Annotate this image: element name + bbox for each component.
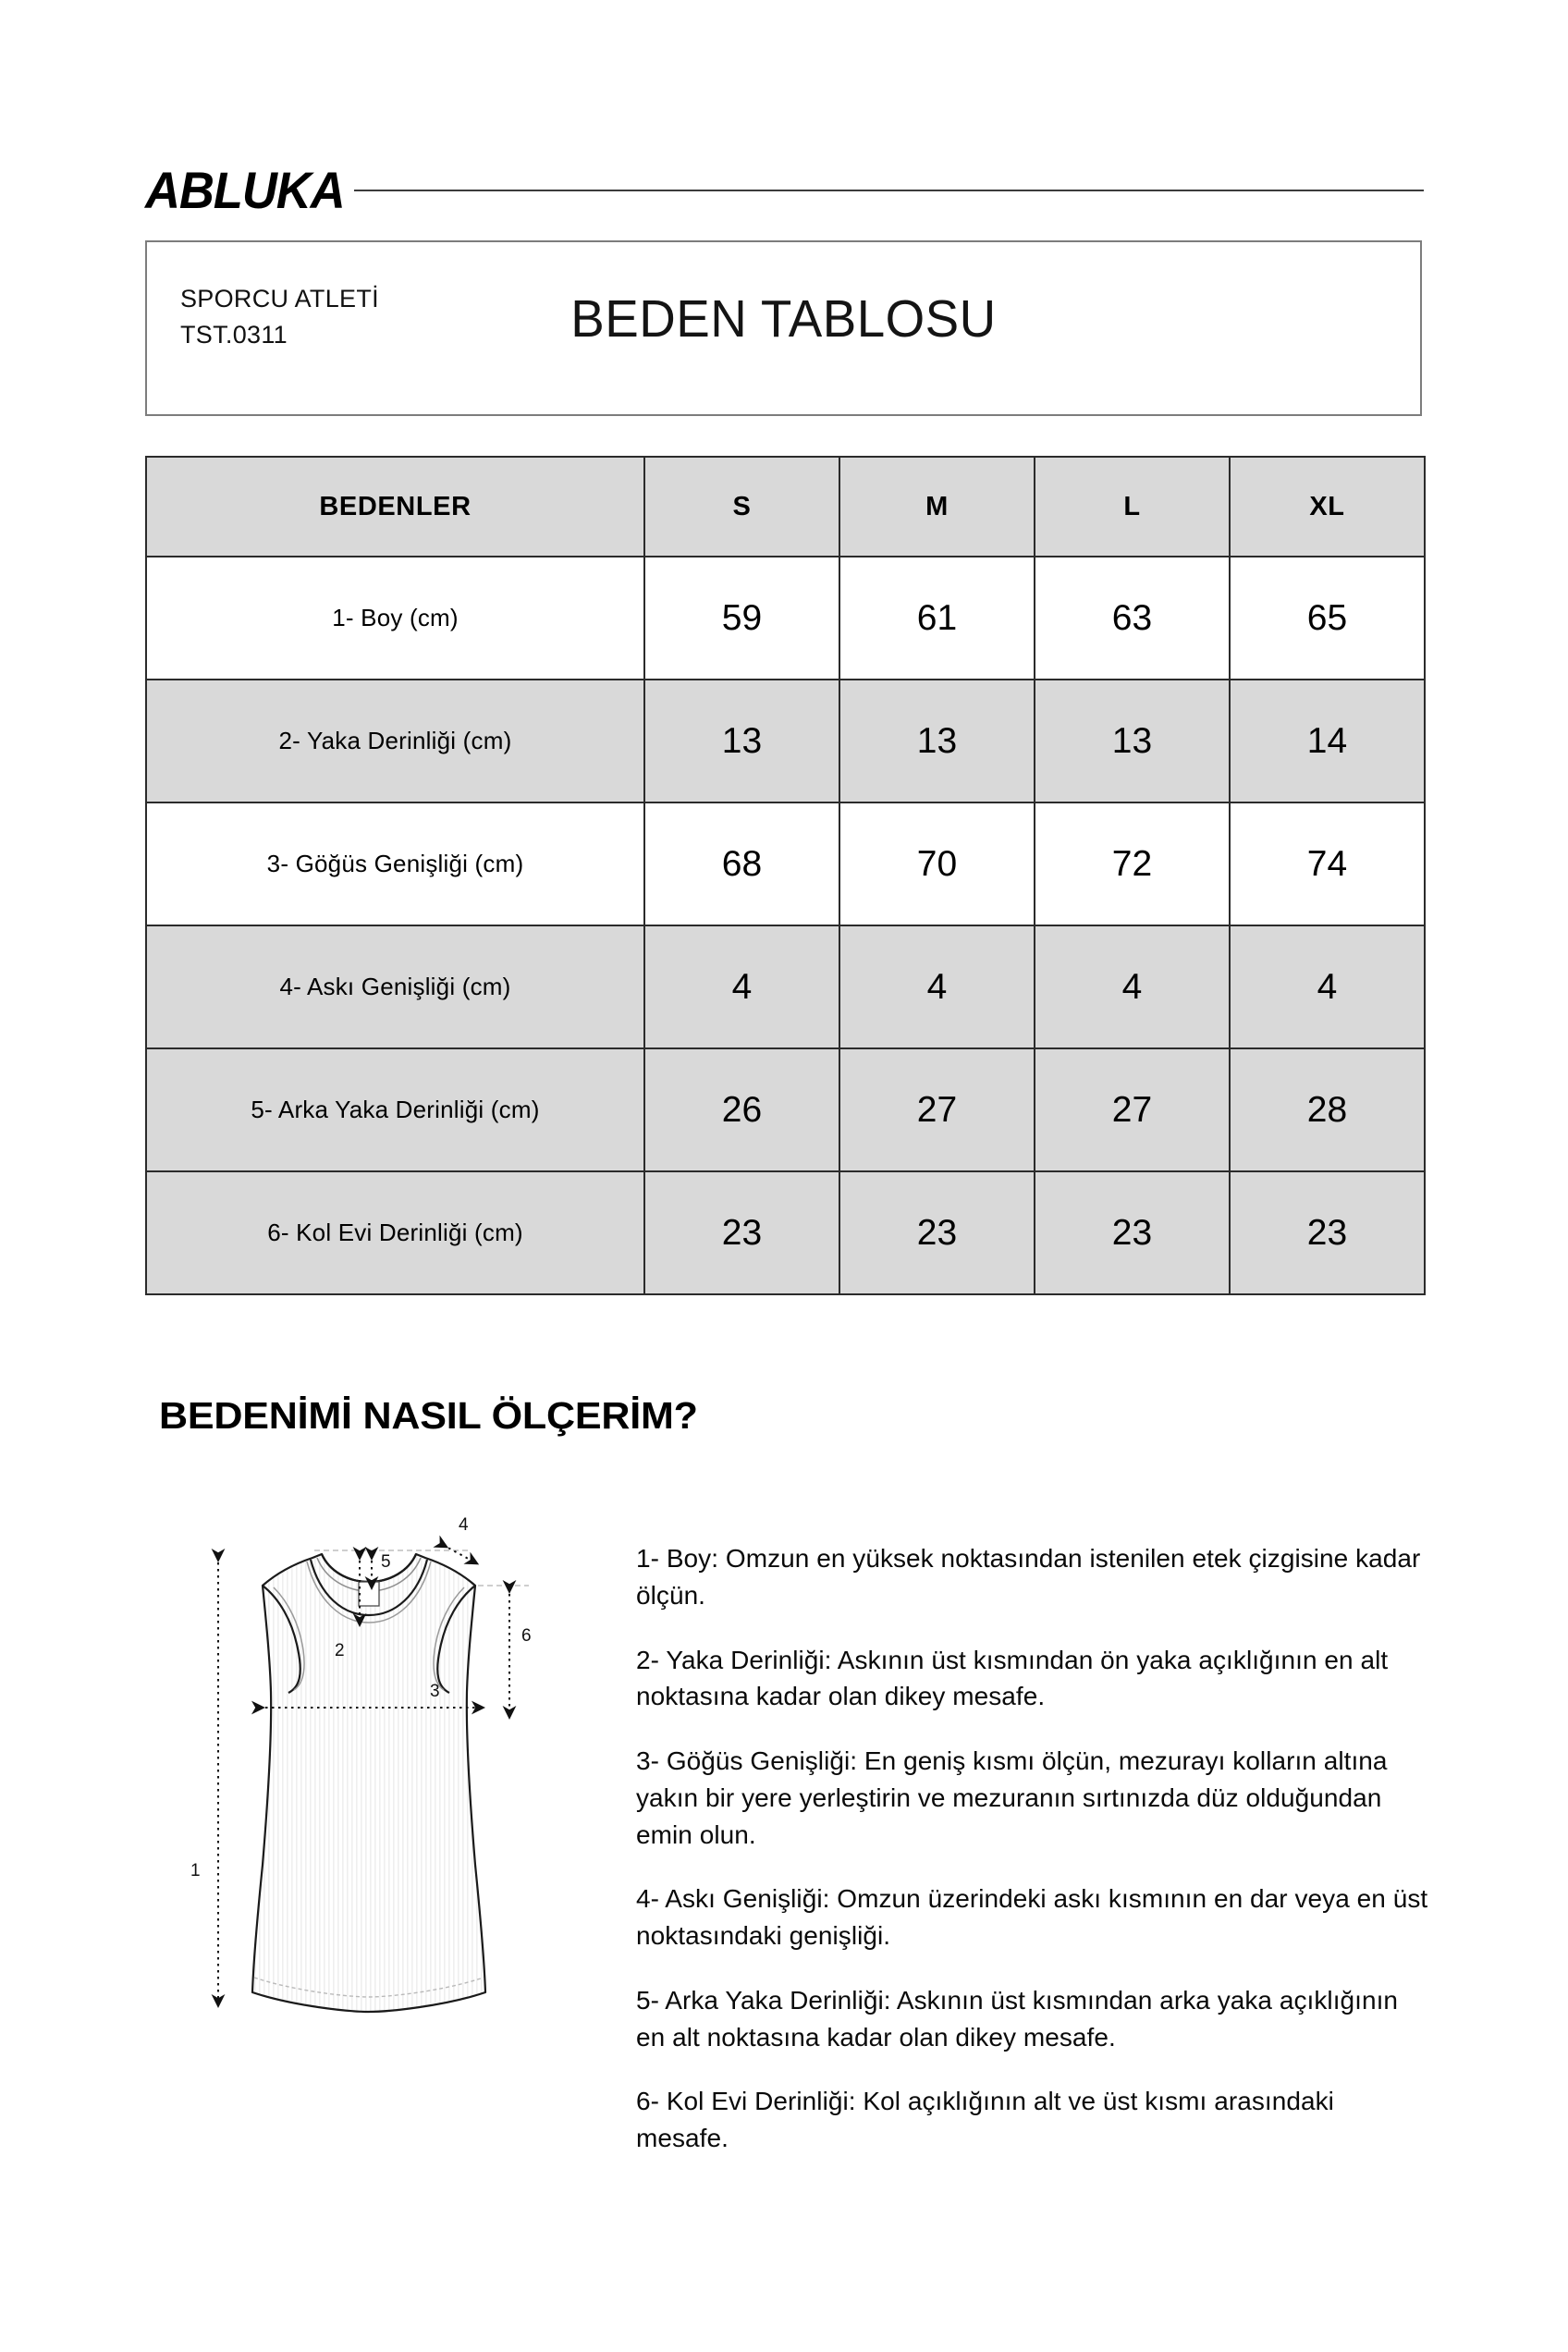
callout-4-label: 4 <box>459 1515 469 1535</box>
callout-2-label: 2 <box>335 1641 345 1660</box>
measure-label: 1- Boy (cm) <box>146 557 644 680</box>
callout-6-label: 6 <box>521 1626 532 1646</box>
size-chart-table <box>145 456 1426 1295</box>
measure-value-s: 13 <box>644 680 839 802</box>
measure-value-s: 68 <box>644 802 839 925</box>
brand-header <box>145 160 1424 219</box>
measure-label: 3- Göğüs Genişliği (cm) <box>146 802 644 925</box>
abluka-logo: ABLUKA <box>145 160 345 219</box>
measure-value-m: 27 <box>839 1048 1035 1171</box>
column-header-bedenler: BEDENLER <box>146 457 644 557</box>
measure-value-m: 4 <box>839 925 1035 1048</box>
howto-instructions <box>636 1514 1431 2157</box>
instruction-item: 5- Arka Yaka Derinliği: Askının üst kısmından arka yaka açıklığının en alt noktasına kadar olan dikey mesafe. <box>636 1985 1399 2052</box>
measure-value-l: 13 <box>1035 680 1230 802</box>
measure-label: 2- Yaka Derinliği (cm) <box>146 680 644 802</box>
page-title: BEDEN TABLOSU <box>570 289 997 349</box>
measure-value-xl: 74 <box>1230 802 1425 925</box>
table-row <box>146 680 1425 802</box>
measure-label: 6- Kol Evi Derinliği (cm) <box>146 1171 644 1294</box>
instruction-item: 4- Askı Genişliği: Omzun üzerindeki askı kısmının en dar veya en üst noktasındaki genişliği. <box>636 1884 1428 1950</box>
measure-value-l: 63 <box>1035 557 1230 680</box>
measure-value-xl: 28 <box>1230 1048 1425 1171</box>
measure-value-l: 72 <box>1035 802 1230 925</box>
measure-label: 4- Askı Genişliği (cm) <box>146 925 644 1048</box>
measure-label: 5- Arka Yaka Derinliği (cm) <box>146 1048 644 1171</box>
measure-value-m: 61 <box>839 557 1035 680</box>
callout-3-label: 3 <box>430 1682 440 1701</box>
table-row <box>146 1171 1425 1294</box>
header-divider-rule <box>354 190 1424 191</box>
measure-value-m: 70 <box>839 802 1035 925</box>
measure-value-m: 13 <box>839 680 1035 802</box>
table-row <box>146 925 1425 1048</box>
table-row <box>146 557 1425 680</box>
table-header-row <box>146 457 1425 557</box>
callout-1-label: 1 <box>190 1861 201 1880</box>
measure-value-l: 27 <box>1035 1048 1230 1171</box>
column-header-m: M <box>839 457 1035 557</box>
instruction-item: 3- Göğüs Genişliği: En geniş kısmı ölçün, mezurayı kolların altına yakın bir yere yerleştirin ve mezuranın sırtınızda düz olduğundan emin olun. <box>636 1746 1388 1849</box>
table-row <box>146 1048 1425 1171</box>
measure-value-xl: 14 <box>1230 680 1425 802</box>
measure-value-xl: 65 <box>1230 557 1425 680</box>
measure-value-xl: 4 <box>1230 925 1425 1048</box>
tank-top-diagram <box>166 1502 573 2150</box>
callout-4-line <box>443 1545 473 1562</box>
howto-heading: BEDENİMİ NASIL ÖLÇERİM? <box>159 1394 698 1437</box>
product-code: TST.0311 <box>180 321 288 349</box>
measure-value-l: 4 <box>1035 925 1230 1048</box>
product-name: SPORCU ATLETİ <box>180 285 379 312</box>
measure-value-s: 59 <box>644 557 839 680</box>
instruction-item: 1- Boy: Omzun en yüksek noktasından istenilen etek çizgisine kadar ölçün. <box>636 1544 1421 1610</box>
callout-5-label: 5 <box>381 1552 391 1572</box>
instruction-item: 6- Kol Evi Derinliği: Kol açıklığının alt ve üst kısmı arasındaki mesafe. <box>636 2087 1334 2152</box>
measure-value-s: 26 <box>644 1048 839 1171</box>
instruction-item: 2- Yaka Derinliği: Askının üst kısmından ön yaka açıklığının en alt noktasına kadar olan dikey mesafe. <box>636 1645 1389 1711</box>
measure-value-xl: 23 <box>1230 1171 1425 1294</box>
measure-value-m: 23 <box>839 1171 1035 1294</box>
column-header-s: S <box>644 457 839 557</box>
measure-value-l: 23 <box>1035 1171 1230 1294</box>
title-box <box>145 240 1422 416</box>
table-row <box>146 802 1425 925</box>
measure-value-s: 4 <box>644 925 839 1048</box>
column-header-xl: XL <box>1230 457 1425 557</box>
column-header-l: L <box>1035 457 1230 557</box>
measure-value-s: 23 <box>644 1171 839 1294</box>
garment-outline <box>252 1554 485 2012</box>
